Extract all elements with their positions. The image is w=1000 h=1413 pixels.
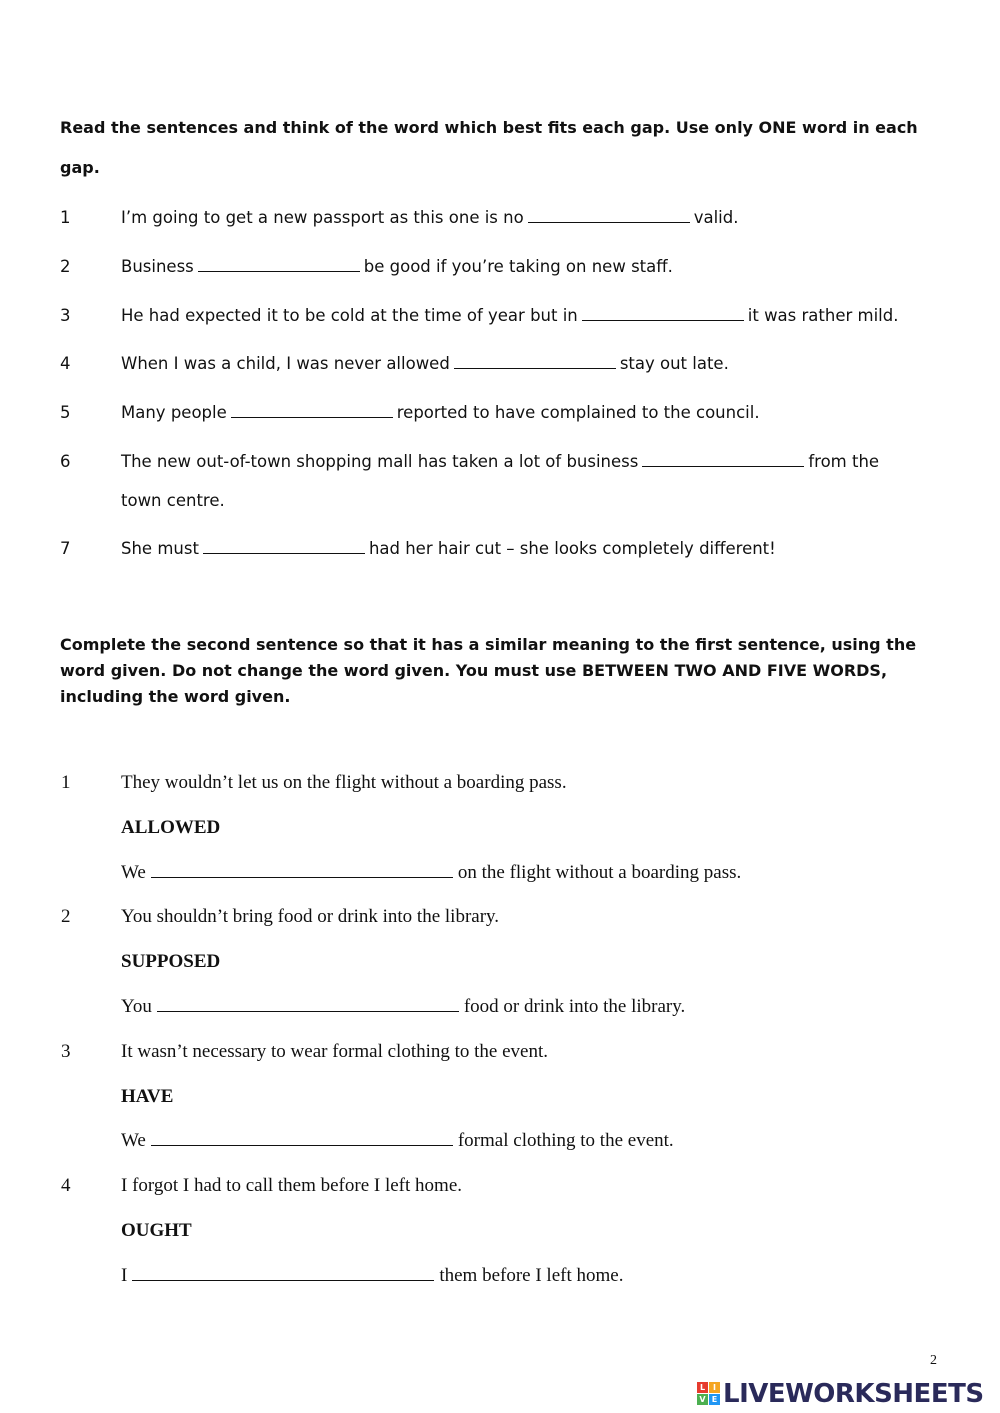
- answer-gap[interactable]: [132, 1266, 434, 1281]
- answer-start: We: [121, 862, 146, 883]
- item-number: 5: [60, 403, 71, 422]
- section1-instruction: Read the sentences and think of the word which best fits each gap. Use only ONE word in each gap.: [60, 118, 918, 177]
- item-number: 3: [60, 306, 71, 325]
- section2-instruction: Complete the second sentence so that it has a similar meaning to the first sentence, using the word given. Do not change the word given. You must use BETWEEN TWO AND FIVE WORDS, including the word given.: [60, 635, 917, 706]
- item-text-after: reported to have complained to the council.: [396, 403, 760, 422]
- answer-gap[interactable]: [231, 403, 393, 418]
- key-word: OUGHT: [121, 1220, 192, 1241]
- item-number: 6: [60, 452, 71, 471]
- answer-gap[interactable]: [582, 306, 744, 321]
- answer-start: You: [121, 996, 152, 1017]
- item-number: 1: [61, 772, 71, 793]
- original-sentence: I forgot I had to call them before I left home.: [121, 1175, 462, 1196]
- answer-gap[interactable]: [642, 452, 804, 467]
- liveworksheets-logo-icon: [697, 1382, 721, 1406]
- key-word: HAVE: [121, 1086, 174, 1107]
- answer-gap[interactable]: [151, 1131, 453, 1146]
- item-text-after: stay out late.: [619, 354, 729, 373]
- answer-gap[interactable]: [157, 997, 459, 1012]
- answer-gap[interactable]: [528, 208, 690, 223]
- answer-start: I: [121, 1265, 128, 1286]
- logo-tile-i: I: [709, 1382, 720, 1393]
- item-number: 3: [61, 1041, 71, 1062]
- answer-gap[interactable]: [198, 257, 360, 272]
- liveworksheets-brand-text: LIVEWORKSHEETS: [723, 1379, 984, 1409]
- item-text-before: Many people: [121, 403, 227, 422]
- item-text-before: I’m going to get a new passport as this one is no: [121, 208, 524, 227]
- item-text-before: When I was a child, I was never allowed: [121, 354, 450, 373]
- item-text-before: He had expected it to be cold at the time of year but in: [121, 306, 578, 325]
- answer-start: We: [121, 1130, 146, 1151]
- logo-tile-e: E: [709, 1394, 720, 1405]
- item-text-after: valid.: [693, 208, 739, 227]
- original-sentence: They wouldn’t let us on the flight without a boarding pass.: [121, 772, 567, 793]
- answer-gap[interactable]: [454, 354, 616, 369]
- key-word: SUPPOSED: [121, 951, 221, 972]
- answer-end: food or drink into the library.: [463, 996, 686, 1017]
- answer-end: on the flight without a boarding pass.: [457, 862, 742, 883]
- item-text-after: it was rather mild.: [747, 306, 899, 325]
- answer-gap[interactable]: [151, 863, 453, 878]
- item-number: 4: [61, 1175, 71, 1196]
- logo-tile-v: V: [697, 1394, 708, 1405]
- item-text-before: She must: [121, 539, 199, 558]
- item-number: 4: [60, 354, 71, 373]
- logo-tile-l: L: [697, 1382, 708, 1393]
- item-number: 1: [60, 208, 71, 227]
- item-number: 7: [60, 539, 71, 558]
- item-text-before: The new out-of-town shopping mall has taken a lot of business: [121, 452, 639, 471]
- item-text-before: Business: [121, 257, 194, 276]
- page-number: 2: [930, 1353, 937, 1368]
- original-sentence: It wasn’t necessary to wear formal clothing to the event.: [121, 1041, 549, 1062]
- item-text-after: be good if you’re taking on new staff.: [363, 257, 673, 276]
- liveworksheets-logo[interactable]: [697, 1378, 984, 1410]
- item-text-after: had her hair cut – she looks completely different!: [368, 539, 776, 558]
- key-word: ALLOWED: [121, 817, 221, 838]
- answer-end: formal clothing to the event.: [457, 1130, 674, 1151]
- item-number: 2: [60, 257, 71, 276]
- original-sentence: You shouldn’t bring food or drink into the library.: [121, 906, 500, 927]
- answer-gap[interactable]: [203, 539, 365, 554]
- item-text-line2: town centre.: [121, 491, 225, 510]
- item-text-after: from the: [808, 452, 880, 471]
- answer-end: them before I left home.: [439, 1265, 624, 1286]
- item-number: 2: [61, 906, 71, 927]
